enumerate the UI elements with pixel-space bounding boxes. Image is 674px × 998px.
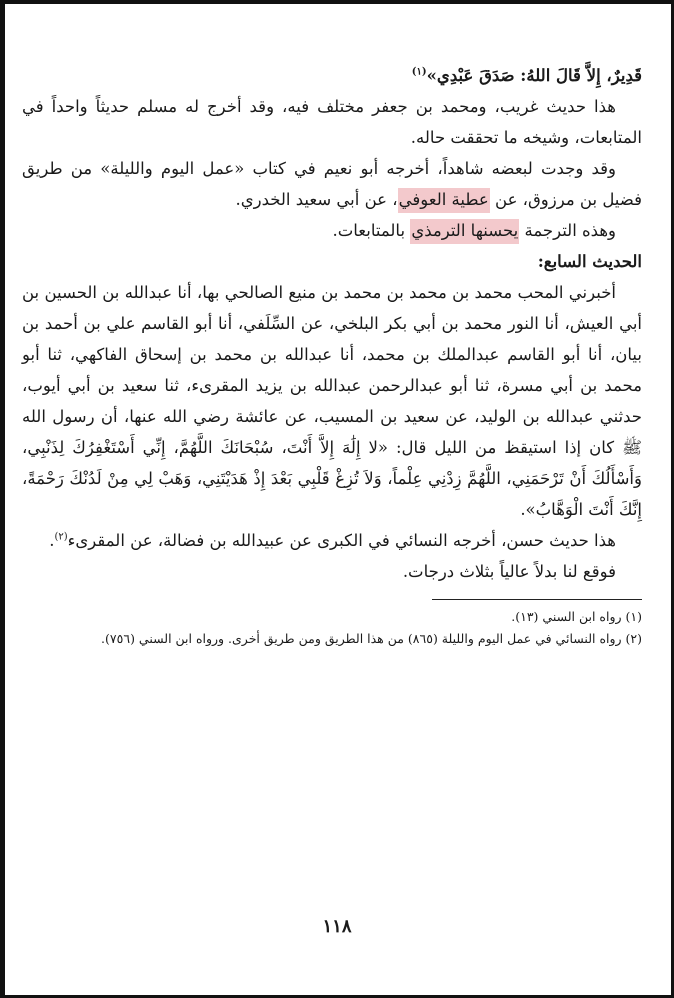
paragraph-hadith-ending	[22, 60, 642, 91]
paragraph-witness	[22, 153, 642, 215]
footnote-ref-2[interactable]: (٢)	[54, 531, 68, 543]
tirmidhi-text-b: بالمتابعات.	[332, 221, 406, 240]
footnote-ref-1[interactable]: (١)	[411, 66, 427, 78]
witness-text-a: وقد وجدت لبعضه شاهداً، أخرجه أبو نعيم في كتاب «عمل اليوم والليلة» من طريق فضيل بن مرزوق، عن	[22, 159, 642, 209]
scan-border-top	[0, 0, 674, 4]
page-number: ١١٨	[322, 916, 352, 937]
book-page	[22, 60, 642, 650]
paragraph-grading-1: هذا حديث غريب، ومحمد بن جعفر مختلف فيه، وقد أخرج له مسلم حديثاً واحداً في المتابعات، وشيخه ما تحققت حاله.	[22, 97, 642, 147]
grading-2-text: هذا حديث حسن، أخرجه النسائي في الكبرى عن عبيدالله بن فضالة، عن المقرىء	[67, 531, 616, 550]
footnote-divider	[432, 599, 642, 600]
footnote-1: (١) رواه ابن السني (١٣).	[511, 609, 642, 624]
highlighted-narrator: عطية العوفي	[398, 188, 490, 213]
grading-2-end: .	[49, 531, 55, 550]
footnote-2: (٢) رواه النسائي في عمل اليوم والليلة (٨٦٥) من هذا الطريق ومن طريق أخرى. ورواه ابن السني (٧٥٦).	[101, 631, 642, 646]
paragraph-isnad: أخبرني المحب محمد بن محمد بن محمد بن منيع الصالحي بها، أنا عبدالله بن الحسين بن أبي العيش، أنا النور محمد بن أبي بكر البلخي، عن السِّلَفي، أنا أبو القاسم علي بن أحمد بن بيان، أنا أبو القاسم عبدالملك بن محمد، أنا عبدالله بن محمد بن إسحاق الفاكهي، ثنا أبو محمد بن أبي مسرة، ثنا أبو عبدالرحمن عبدالله بن يزيد المقرىء، ثنا سعيد بن أبي أيوب، حدثني عبدالله بن الوليد، عن سعيد بن المسيب، عن عائشة رضي الله عنها، أن رسول الله ﷺ كان إذا استيقظ من الليل قال: «لا إِلَٰهَ إِلاَّ أَنْتَ، سُبْحَانَكَ اللَّهُمَّ، إِنِّي أَسْتَغْفِرُكَ لِذَنْبِي، وَأَسْأَلُكَ أَنْ تَرْحَمَنِي، اللَّهُمَّ زِدْنِي عِلْماً، وَلاَ تُزِغْ قَلْبِي بَعْدَ إِذْ هَدَيْتَنِي، وَهَبْ لِي مِنْ لَدُنْكَ رَحْمَةً، إِنَّكَ أَنْتَ الْوَهَّابُ».	[22, 283, 642, 519]
tirmidhi-text-a: وهذه الترجمة	[524, 221, 616, 240]
hadith-ending-text: قَدِيرٌ، إِلاَّ قَالَ اللهُ: صَدَقَ عَبْدِي»	[426, 66, 642, 85]
highlighted-tirmidhi: يحسنها الترمذي	[410, 219, 519, 244]
paragraph-grading-2	[22, 525, 642, 556]
section-heading: الحديث السابع:	[537, 252, 642, 271]
scan-border-left	[0, 0, 5, 998]
witness-text-b: ، عن أبي سعيد الخدري.	[235, 190, 398, 209]
paragraph-conclusion: فوقع لنا بدلاً عالياً بثلاث درجات.	[402, 562, 616, 581]
paragraph-tirmidhi	[22, 215, 642, 246]
